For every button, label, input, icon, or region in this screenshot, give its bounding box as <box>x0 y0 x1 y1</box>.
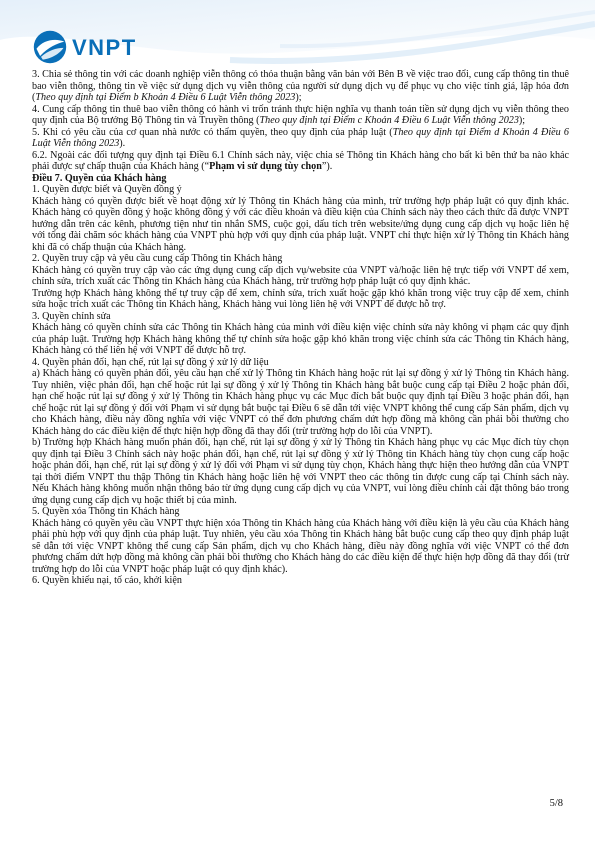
paragraph <box>32 506 569 518</box>
text-segment: Khách hàng có quyền yêu cầu VNPT thực hiện xóa Thông tin Khách hàng của Khách hàng với điều kiện là yêu cầu của Khách hàng phải phù hợp với quy định của pháp luật. Tuy nhiên, yêu cầu xóa Thông tin Khách hàng bắt buộc cung cấp theo quy định pháp luật sẽ dẫn tới việc VNPT không thể cung cấp Sản phẩm, dịch vụ cho Khách hàng, điều này đồng nghĩa với việc VNPT có thể đơn phương chấm dứt hợp đồng mà không cần phải bồi thường cho Khách hàng do các điều kiện để thực hiện hợp đồng đã thay đổi (trừ trường hợp do lỗi của VNPT hoặc pháp luật có quy định khác). <box>32 517 569 575</box>
text-segment: Theo quy định tại Điểm d Khoản 4 Điều 6 Luật Viễn thông 2023 <box>32 126 569 149</box>
text-segment: Khách hàng có quyền chỉnh sửa các Thông tin Khách hàng của mình với điều kiện việc chỉnh sửa này không vi phạm các quy định của pháp luật. Trường hợp Khách hàng không thể tự chỉnh sửa hoặc gặp khó khăn trong việc chỉnh sửa các Thông tin Khách hàng, Khách hàng có thể liên hệ với VNPT để được hỗ trợ. <box>32 322 569 356</box>
text-segment: 1. Quyền được biết và Quyền đồng ý <box>32 184 182 195</box>
vnpt-logo-icon <box>32 29 68 65</box>
paragraph <box>32 184 569 196</box>
paragraph <box>32 311 569 323</box>
text-segment: 3. Chia sẻ thông tin với các doanh nghiệp viễn thông có thỏa thuận bằng văn bản với Bên B về việc trao đổi, cung cấp thông tin thuê bao viễn thông, thông tin về việc sử dụng dịch vụ viễn thông của người sử dụng dịch vụ để phục vụ cho việc tính giá, lập hóa đơn ( <box>32 69 569 103</box>
text-segment: ”). <box>321 161 333 172</box>
text-segment: Theo quy định tại Điểm c Khoản 4 Điều 6 Luật Viễn thông 2023 <box>259 115 519 126</box>
paragraph <box>32 357 569 369</box>
text-segment: Phạm vi sử dụng tùy chọn <box>209 161 322 172</box>
paragraph <box>32 288 569 311</box>
text-segment: 2. Quyền truy cập và yêu cầu cung cấp Thông tin Khách hàng <box>32 253 283 264</box>
text-segment: a) Khách hàng có quyền phản đối, yêu cầu hạn chế xử lý Thông tin Khách hàng hoặc rút lại sự đồng ý xử lý Thông tin Khách hàng. Tuy nhiên, việc phản đối, hạn chế hoặc rút lại sự đồng ý xử lý Thông tin Khách hàng bắt buộc cung cấp tại Điều 2 hoặc phản đối, hạn chế hoặc rút lại sự đồng ý xử lý Thông tin Khách hàng phục vụ các Mục đích bắt buộc quy định tại Điều 3 hoặc phản đối, hạn chế hoặc rút lại sự đồng ý đối với Phạm vi sử dụng bắt buộc tại Điều 6 sẽ dẫn tới việc VNPT không thể cung cấp Sản phẩm, dịch vụ cho Khách hàng, điều này đồng nghĩa với việc VNPT có thể đơn phương chấm dứt hợp đồng mà không cần phải bồi thường cho Khách hàng do các điều kiện để thực hiện hợp đồng đã thay đổi (trừ trường hợp do lỗi của VNPT). <box>32 368 569 437</box>
text-segment: Trường hợp Khách hàng không thể tự truy cập để xem, chỉnh sửa, trích xuất hoặc gặp khó khăn trong việc truy cập để xem, chỉnh sửa hoặc trích xuất các Thông tin Khách hàng, Khách hàng vui lòng liên hệ với VNPT để được hỗ trợ. <box>32 287 569 310</box>
document-body <box>32 69 569 587</box>
text-segment: 5. Khi có yêu cầu của cơ quan nhà nước có thẩm quyền, theo quy định của pháp luật ( <box>32 126 393 138</box>
text-segment: Khách hàng có quyền truy cập vào các ứng dụng cung cấp dịch vụ/website của VNPT và/hoặc liên hệ trực tiếp với VNPT để xem, chỉnh sửa, trích xuất các Thông tin Khách hàng của Khách hàng, trừ trường hợp pháp luật có quy định khác. <box>32 264 569 287</box>
paragraph <box>32 104 569 127</box>
text-segment: ). <box>119 138 126 149</box>
text-segment: ); <box>295 92 302 103</box>
text-segment: Khách hàng có quyền được biết về hoạt động xử lý Thông tin Khách hàng của mình, trừ trường hợp pháp luật có quy định khác. Khách hàng có quyền đồng ý hoặc không đồng ý với các điều khoản và điều kiện của Chính sách này theo cách thức đã được VNPT hướng dẫn trên các kênh, phương tiện như tin nhắn SMS, cuộc gọi, dấu tích trên website/ứng dụng cung cấp dịch vụ hoặc liên hệ với tổng đài chăm sóc khách hàng của VNPT phù hợp với quy định của pháp luật. VNPT chỉ thực hiện xử lý Thông tin Khách hàng khi đã có chấp thuận của Khách hàng. <box>32 195 569 253</box>
page-header <box>32 27 137 67</box>
paragraph <box>32 265 569 288</box>
text-segment: b) Trường hợp Khách hàng muốn phản đối, hạn chế, rút lại sự đồng ý xử lý Thông tin Khách hàng phục vụ các Mục đích tùy chọn quy định tại Điều 3 Chính sách này hoặc phản đối, hạn chế, rút lại sự đồng ý xử lý Thông tin Khách hàng tùy chọn cung cấp hoặc hoặc phản đối, hạn chế, rút lại sự đồng ý xử lý đối với Phạm vi sử dụng tùy chọn, Khách hàng thực hiện theo hướng dẫn của VNPT tại thời điểm VNPT thu thập Thông tin Khách hàng hoặc liên hệ với VNPT theo các thông tin được cung cấp tại Chính sách này. Nếu Khách hàng không muốn nhận thông báo từ ứng dụng cung cấp dịch vụ của VNPT, vui lòng điều chỉnh cài đặt thông báo trong ứng dụng cung cấp dịch vụ hoặc thiết bị của mình. <box>32 437 569 506</box>
paragraph <box>32 150 569 173</box>
brand-logo-text: VNPT <box>72 35 137 60</box>
page-number: 5/8 <box>549 798 563 809</box>
paragraph <box>32 437 569 506</box>
paragraph <box>32 322 569 357</box>
section-heading <box>32 173 569 185</box>
text-segment: ); <box>518 115 526 126</box>
text-segment: 4. Cung cấp thông tin thuê bao viễn thông có hành vi trốn tránh thực hiện nghĩa vụ thanh toán tiền sử dụng dịch vụ viễn thông theo quy định của Bộ trưởng Bộ Thông tin và Truyền thông ( <box>32 103 569 126</box>
text-segment: Điều 7. Quyền của Khách hàng <box>32 172 167 184</box>
text-segment: Theo quy định tại Điểm b Khoản 4 Điều 6 Luật Viễn thông 2023 <box>35 92 296 103</box>
paragraph <box>32 518 569 576</box>
text-segment: 6.2. Ngoài các đối tượng quy định tại Điều 6.1 Chính sách này, việc chia sẻ Thông tin Khách hàng cho bất kì bên thứ ba nào khác phải được sự chấp thuận của Khách hàng (“ <box>32 149 569 172</box>
paragraph <box>32 196 569 254</box>
text-segment: 6. Quyền khiếu nại, tố cáo, khởi kiện <box>32 575 182 586</box>
text-segment: 5. Quyền xóa Thông tin Khách hàng <box>32 506 180 517</box>
text-segment: 4. Quyền phản đối, hạn chế, rút lại sự đồng ý xử lý dữ liệu <box>32 356 269 368</box>
paragraph <box>32 575 569 587</box>
text-segment: 3. Quyền chỉnh sửa <box>32 310 111 322</box>
paragraph <box>32 368 569 437</box>
paragraph <box>32 253 569 265</box>
paragraph <box>32 127 569 150</box>
paragraph <box>32 69 569 104</box>
